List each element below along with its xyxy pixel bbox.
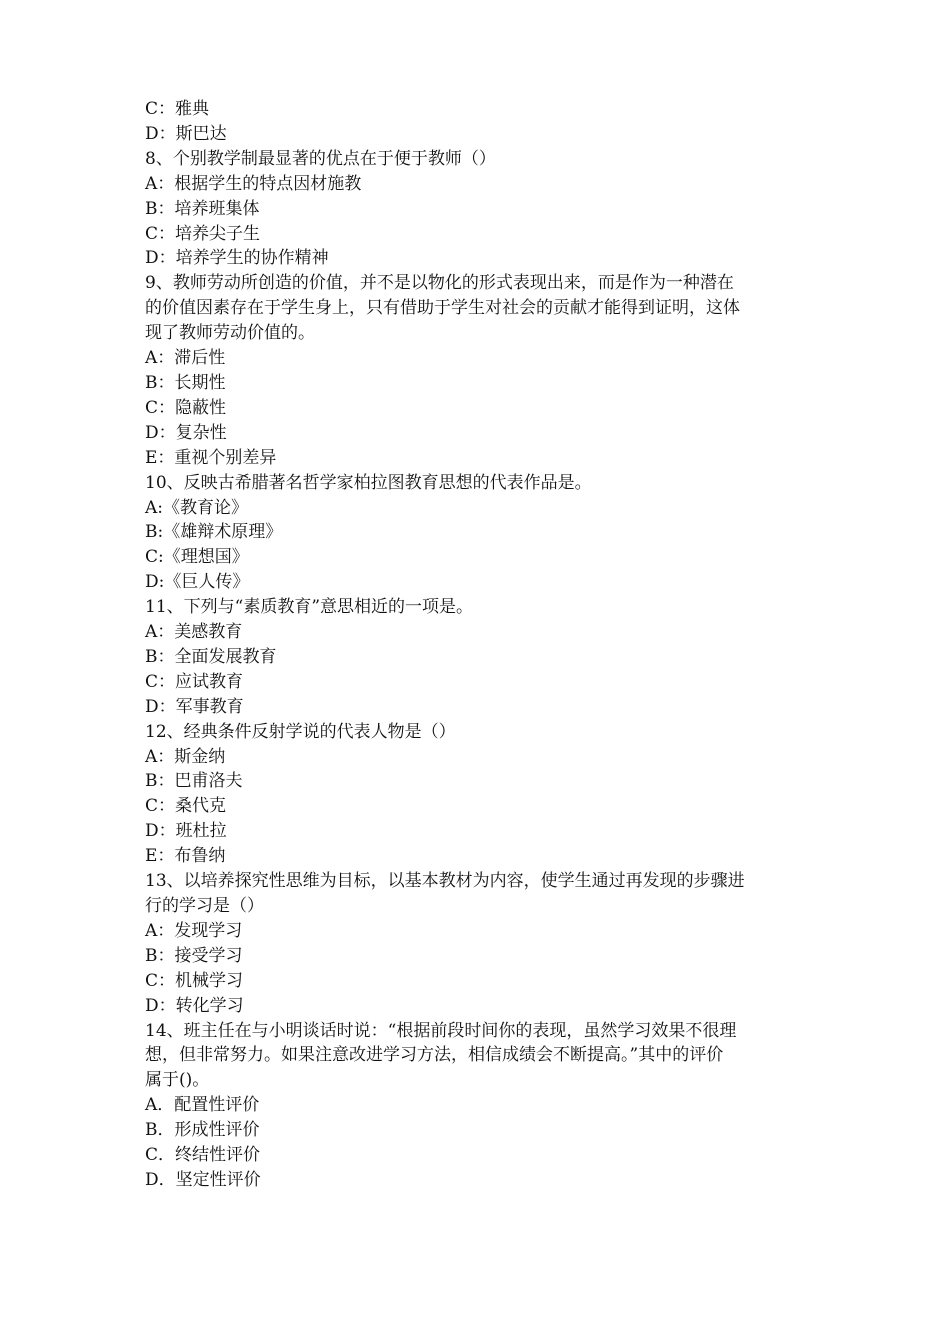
- option-d-q11: D：军事教育: [145, 696, 244, 717]
- option-c-q12: C：桑代克: [145, 796, 227, 817]
- option-c-q14: C．终结性评价: [145, 1145, 261, 1166]
- question-14-line-3: 属于()。: [145, 1070, 210, 1091]
- question-14-line-2: 想，但非常努力。如果注意改进学习方法，相信成绩会不断提高。”其中的评价: [145, 1045, 724, 1066]
- option-a-q8: A：根据学生的特点因材施教: [145, 173, 362, 194]
- option-b-q12: B：巴甫洛夫: [145, 771, 243, 792]
- question-13-line-2: 行的学习是（）: [145, 896, 264, 916]
- option-d-q14: D．坚定性评价: [145, 1169, 261, 1190]
- option-a-q12: A：斯金纳: [145, 746, 226, 767]
- question-9-line-1: 9、教师劳动所创造的价值，并不是以物化的形式表现出来，而是作为一种潜在: [145, 273, 734, 294]
- question-10: 10、反映古希腊著名哲学家柏拉图教育思想的代表作品是。: [145, 472, 592, 493]
- option-a-q9: A：滞后性: [145, 348, 226, 369]
- option-d-q9: D：复杂性: [145, 422, 227, 443]
- option-d-q10: D:《巨人传》: [145, 572, 250, 593]
- option-a-q13: A：发现学习: [145, 920, 243, 941]
- option-c-q7: C：雅典: [145, 99, 210, 119]
- question-11: 11、下列与“素质教育”意思相近的一项是。: [145, 597, 474, 618]
- question-9-line-2: 的价值因素存在于学生身上，只有借助于学生对社会的贡献才能得到证明，这体: [145, 298, 740, 319]
- option-e-q12: E：布鲁纳: [145, 846, 226, 867]
- question-13-line-1: 13、以培养探究性思维为目标，以基本教材为内容，使学生通过再发现的步骤进: [145, 871, 745, 892]
- option-a-q14: A．配置性评价: [145, 1095, 260, 1116]
- option-d-q8: D：培养学生的协作精神: [145, 248, 329, 269]
- question-14-line-1: 14、班主任在与小明谈话时说：“根据前段时间你的表现，虽然学习效果不很理: [145, 1020, 737, 1041]
- option-b-q13: B：接受学习: [145, 945, 243, 966]
- option-c-q10: C:《理想国》: [145, 547, 249, 568]
- option-c-q9: C：隐蔽性: [145, 397, 227, 418]
- option-c-q13: C：机械学习: [145, 970, 244, 991]
- question-9-line-3: 现了教师劳动价值的。: [145, 323, 315, 344]
- document-page: [145, 97, 810, 1193]
- option-b-q8: B：培养班集体: [145, 198, 260, 219]
- option-c-q8: C：培养尖子生: [145, 223, 261, 244]
- option-c-q11: C：应试教育: [145, 671, 244, 692]
- option-a-q11: A：美感教育: [145, 622, 243, 643]
- option-b-q11: B：全面发展教育: [145, 646, 277, 667]
- question-8: 8、个别教学制最显著的优点在于便于教师（）: [145, 148, 496, 169]
- question-12: 12、经典条件反射学说的代表人物是（）: [145, 721, 456, 742]
- option-b-q10: B:《雄辩术原理》: [145, 522, 283, 543]
- option-e-q9: E：重视个别差异: [145, 447, 277, 468]
- option-d-q12: D：班杜拉: [145, 821, 227, 842]
- option-b-q9: B：长期性: [145, 372, 226, 393]
- option-b-q14: B．形成性评价: [145, 1120, 260, 1141]
- option-d-q7: D：斯巴达: [145, 123, 227, 144]
- option-d-q13: D：转化学习: [145, 995, 244, 1016]
- option-a-q10: A:《教育论》: [145, 497, 249, 518]
